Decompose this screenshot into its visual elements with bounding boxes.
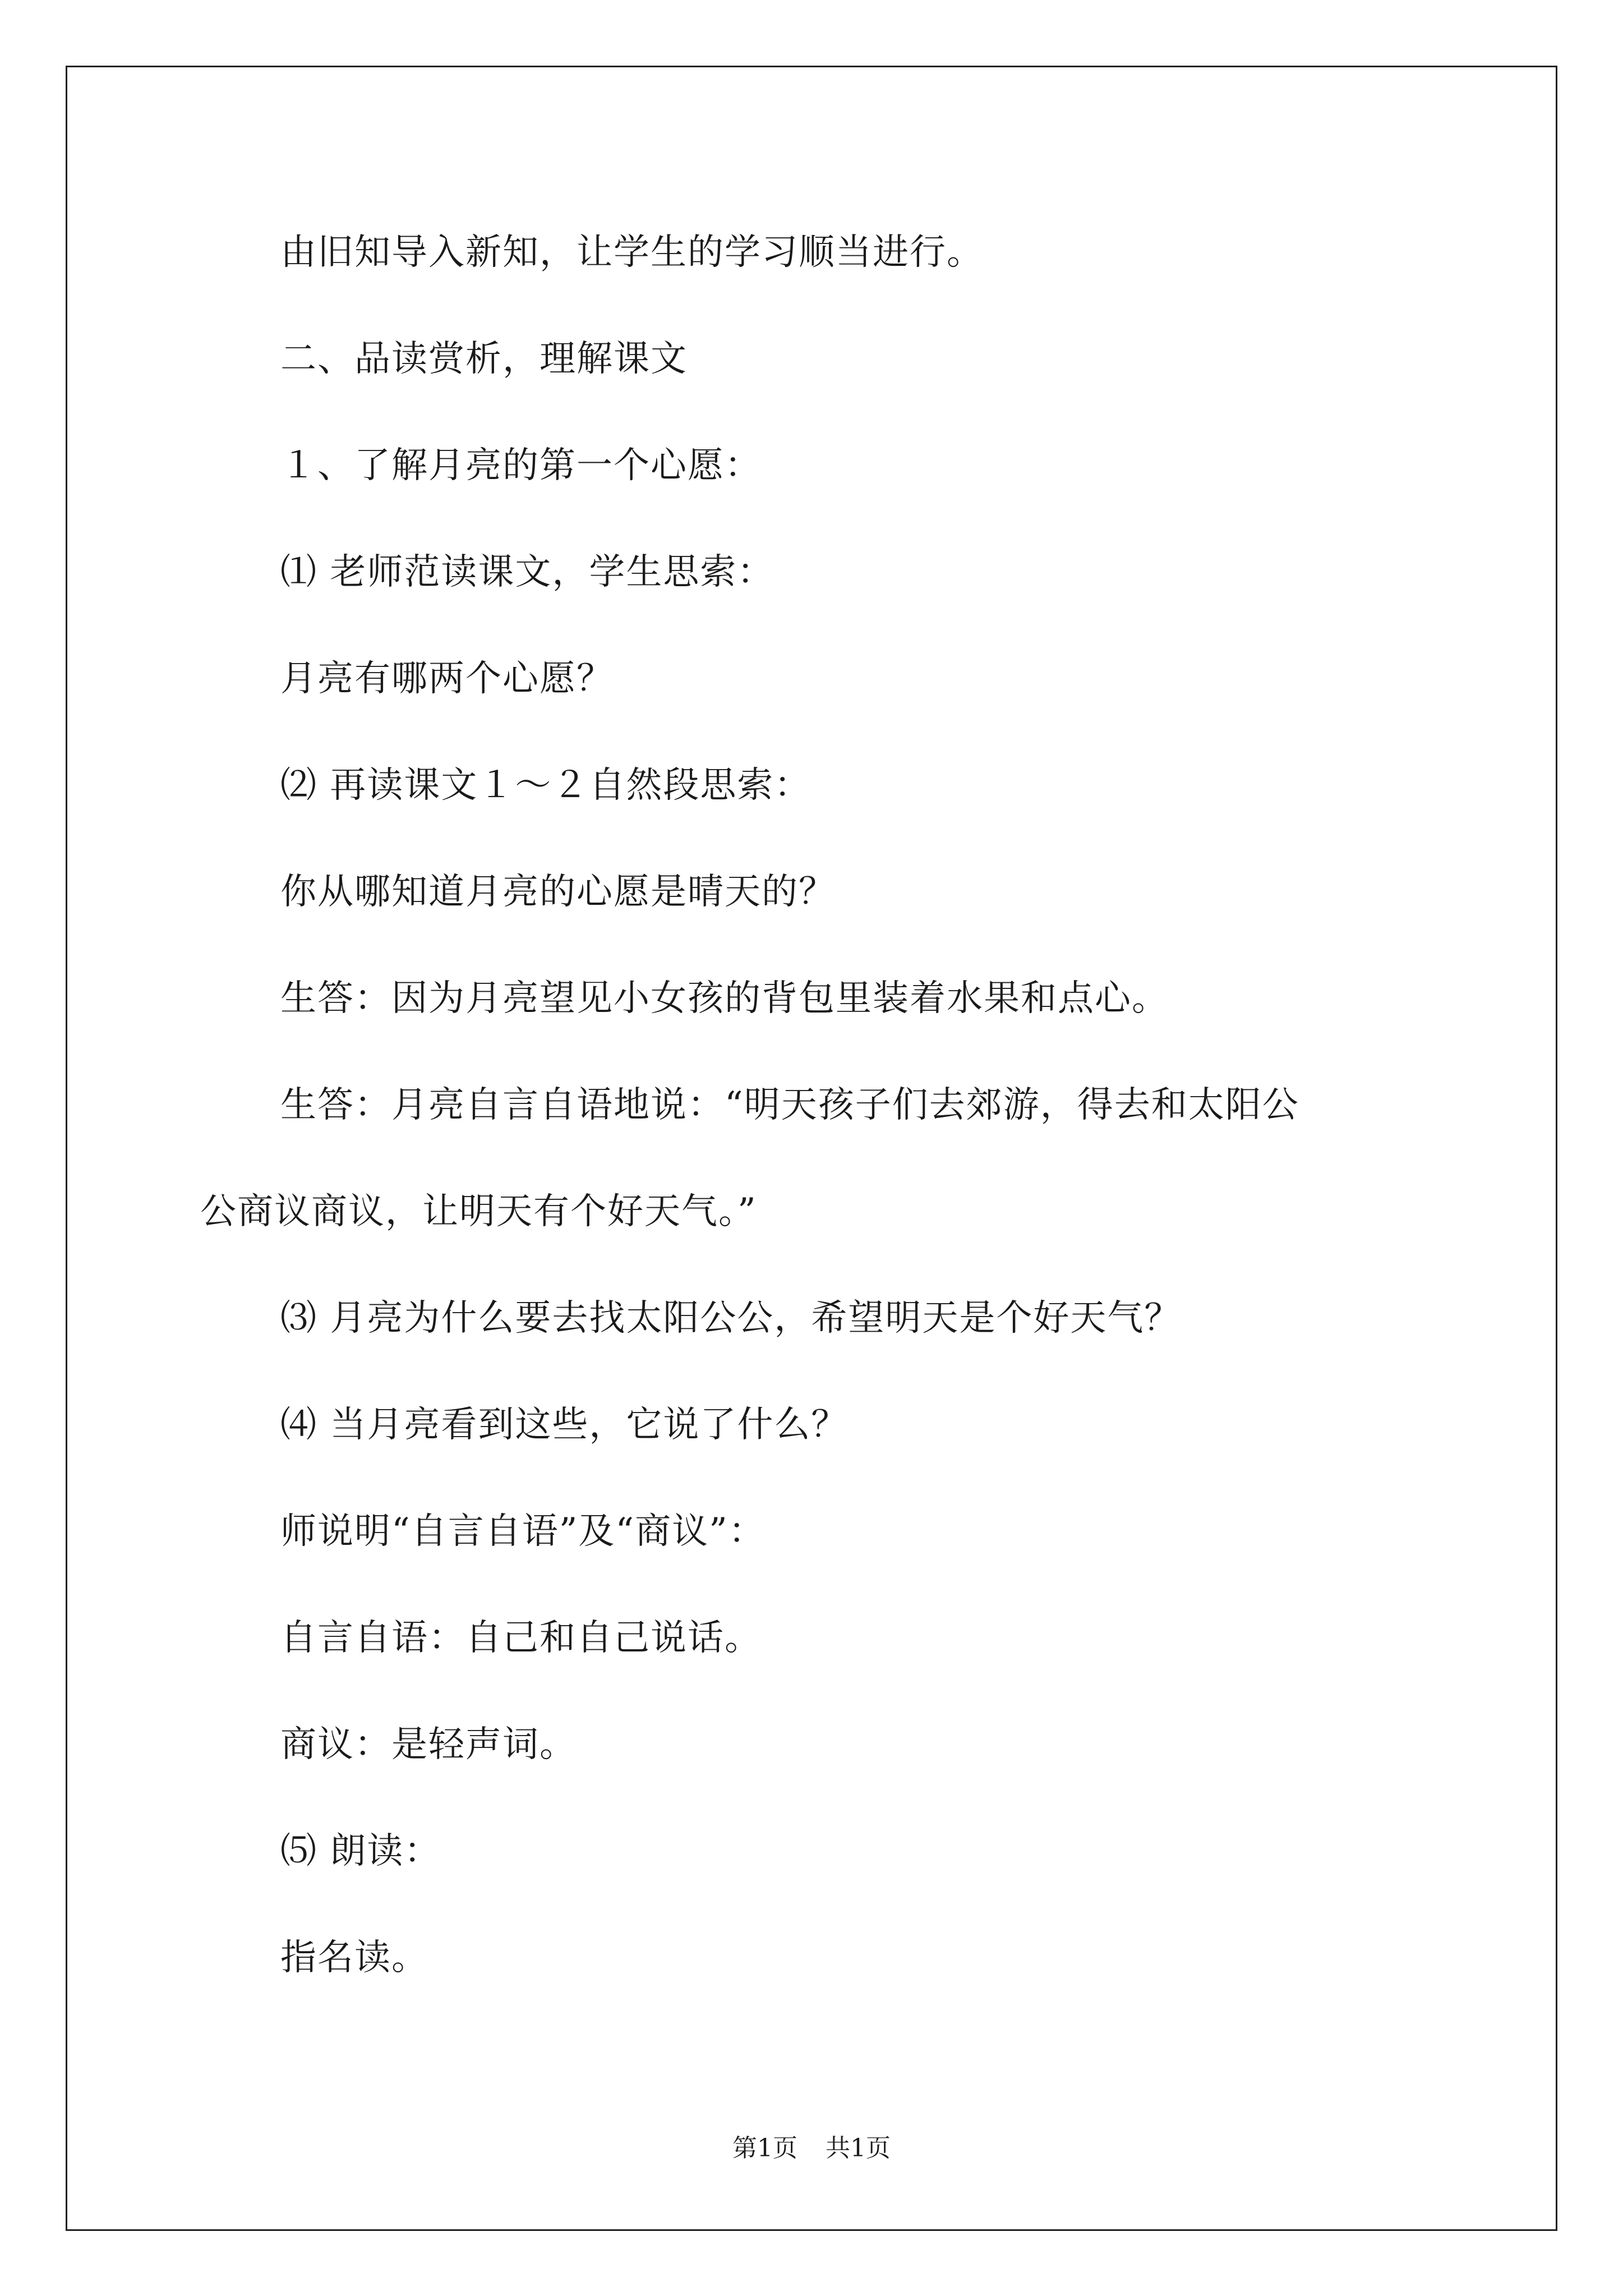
paragraph: ⑸ 朗读：	[280, 1830, 441, 1872]
paragraph: ⑶ 月亮为什么要去找太阳公公，希望明天是个好天气？	[280, 1297, 1182, 1339]
paragraph: ⑷ 当月亮看到这些，它说了什么？	[280, 1404, 849, 1446]
paragraph: 生答：因为月亮望见小女孩的背包里装着水果和点心。	[280, 978, 1169, 1019]
paragraph: 师说明“自言自语”及“商议”：	[280, 1511, 766, 1552]
paragraph: 生答：月亮自言自语地说：“明天孩子们去郊游，得去和太阳公	[280, 1084, 1299, 1126]
paragraph: 指名读。	[280, 1937, 428, 1978]
paragraph-continuation: 公商议商议，让明天有个好天气。”	[200, 1191, 757, 1232]
page-total: 共1页	[826, 2134, 891, 2162]
paragraph: ⑵ 再读课文１～２自然段思索：	[280, 765, 811, 806]
page-number: 第1页	[732, 2134, 797, 2162]
subsection-heading: １、了解月亮的第一个心愿：	[280, 445, 762, 486]
paragraph: 自言自语：自己和自己说话。	[280, 1617, 762, 1659]
paragraph: ⑴ 老师范读课文，学生思索：	[280, 551, 774, 593]
paragraph: 由旧知导入新知，让学生的学习顺当进行。	[280, 232, 984, 273]
paragraph: 商议：是轻声词。	[280, 1724, 577, 1765]
paragraph: 你从哪知道月亮的心愿是晴天的？	[280, 871, 836, 913]
page-border	[66, 66, 1557, 2231]
paragraph: 月亮有哪两个心愿？	[280, 658, 614, 700]
page-footer	[0, 2132, 1623, 2165]
section-heading: 二、品读赏析，理解课文	[280, 338, 688, 380]
